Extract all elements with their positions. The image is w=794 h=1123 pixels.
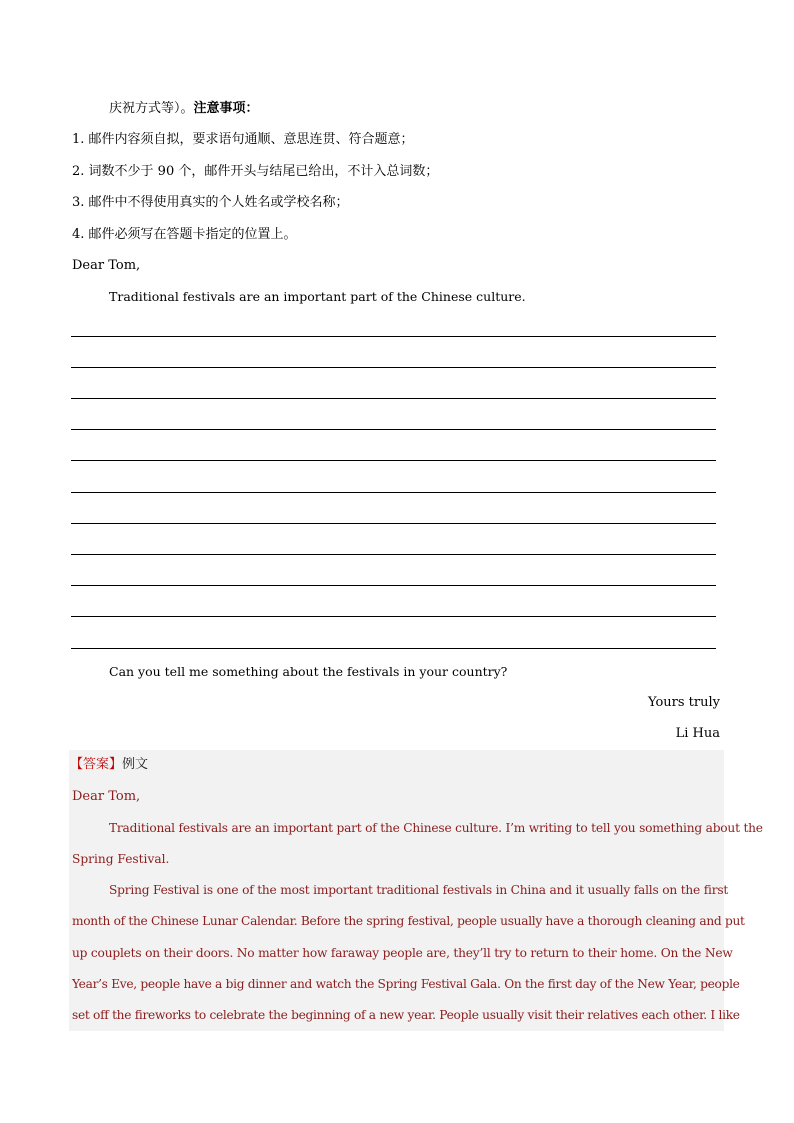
writing-line[interactable]: [71, 336, 716, 337]
answer-line: up couplets on their doors. No matter how faraway people are, they’ll try to return to their home. On the New: [72, 946, 733, 960]
rule-item: 1. 邮件内容须自拟，要求语句通顺、意思连贯、符合题意；: [72, 132, 414, 147]
writing-line[interactable]: [71, 398, 716, 399]
writing-line[interactable]: [71, 429, 716, 430]
answer-line: Spring Festival is one of the most important traditional festivals in China and it usually falls on the first: [109, 883, 729, 897]
writing-line[interactable]: [71, 554, 716, 555]
notice-title: 注意事项：: [193, 101, 259, 116]
writing-line[interactable]: [71, 585, 716, 586]
writing-line[interactable]: [71, 460, 716, 461]
answer-heading: [70, 756, 148, 774]
answer-label: 【答案】: [70, 757, 123, 772]
signature-name: Li Hua: [675, 726, 720, 741]
letter-salutation: Dear Tom,: [72, 258, 141, 273]
writing-line[interactable]: [71, 648, 716, 649]
answer-line: set off the fireworks to celebrate the beginning of a new year. People usually visit their relatives each other. I like: [72, 1008, 740, 1022]
writing-line[interactable]: [71, 616, 716, 617]
writing-line[interactable]: [71, 523, 716, 524]
answer-label-word: 例文: [122, 757, 149, 772]
writing-line[interactable]: [71, 492, 716, 493]
header-prefix: 庆祝方式等）。: [109, 101, 194, 116]
answer-line: month of the Chinese Lunar Calendar. Before the spring festival, people usually have a thorough cleaning and put: [72, 914, 745, 928]
header-line: [109, 100, 259, 118]
rule-item: 2. 词数不少于 90 个，邮件开头与结尾已给出，不计入总词数；: [72, 164, 439, 179]
rule-item: 3. 邮件中不得使用真实的个人姓名或学校名称；: [72, 195, 349, 210]
signoff: Yours truly: [648, 695, 720, 710]
rule-item: 4. 邮件必须写在答题卡指定的位置上。: [72, 227, 297, 242]
closing-question: Can you tell me something about the festivals in your country?: [109, 664, 508, 679]
answer-line: Spring Festival.: [72, 852, 170, 866]
letter-opening: Traditional festivals are an important part of the Chinese culture.: [109, 289, 526, 304]
answer-salutation: Dear Tom,: [72, 789, 141, 804]
writing-line[interactable]: [71, 367, 716, 368]
answer-line: Year’s Eve, people have a big dinner and watch the Spring Festival Gala. On the first day of the New Year, people: [72, 977, 740, 991]
answer-line: Traditional festivals are an important part of the Chinese culture. I’m writing to tell you something about the: [109, 821, 763, 835]
